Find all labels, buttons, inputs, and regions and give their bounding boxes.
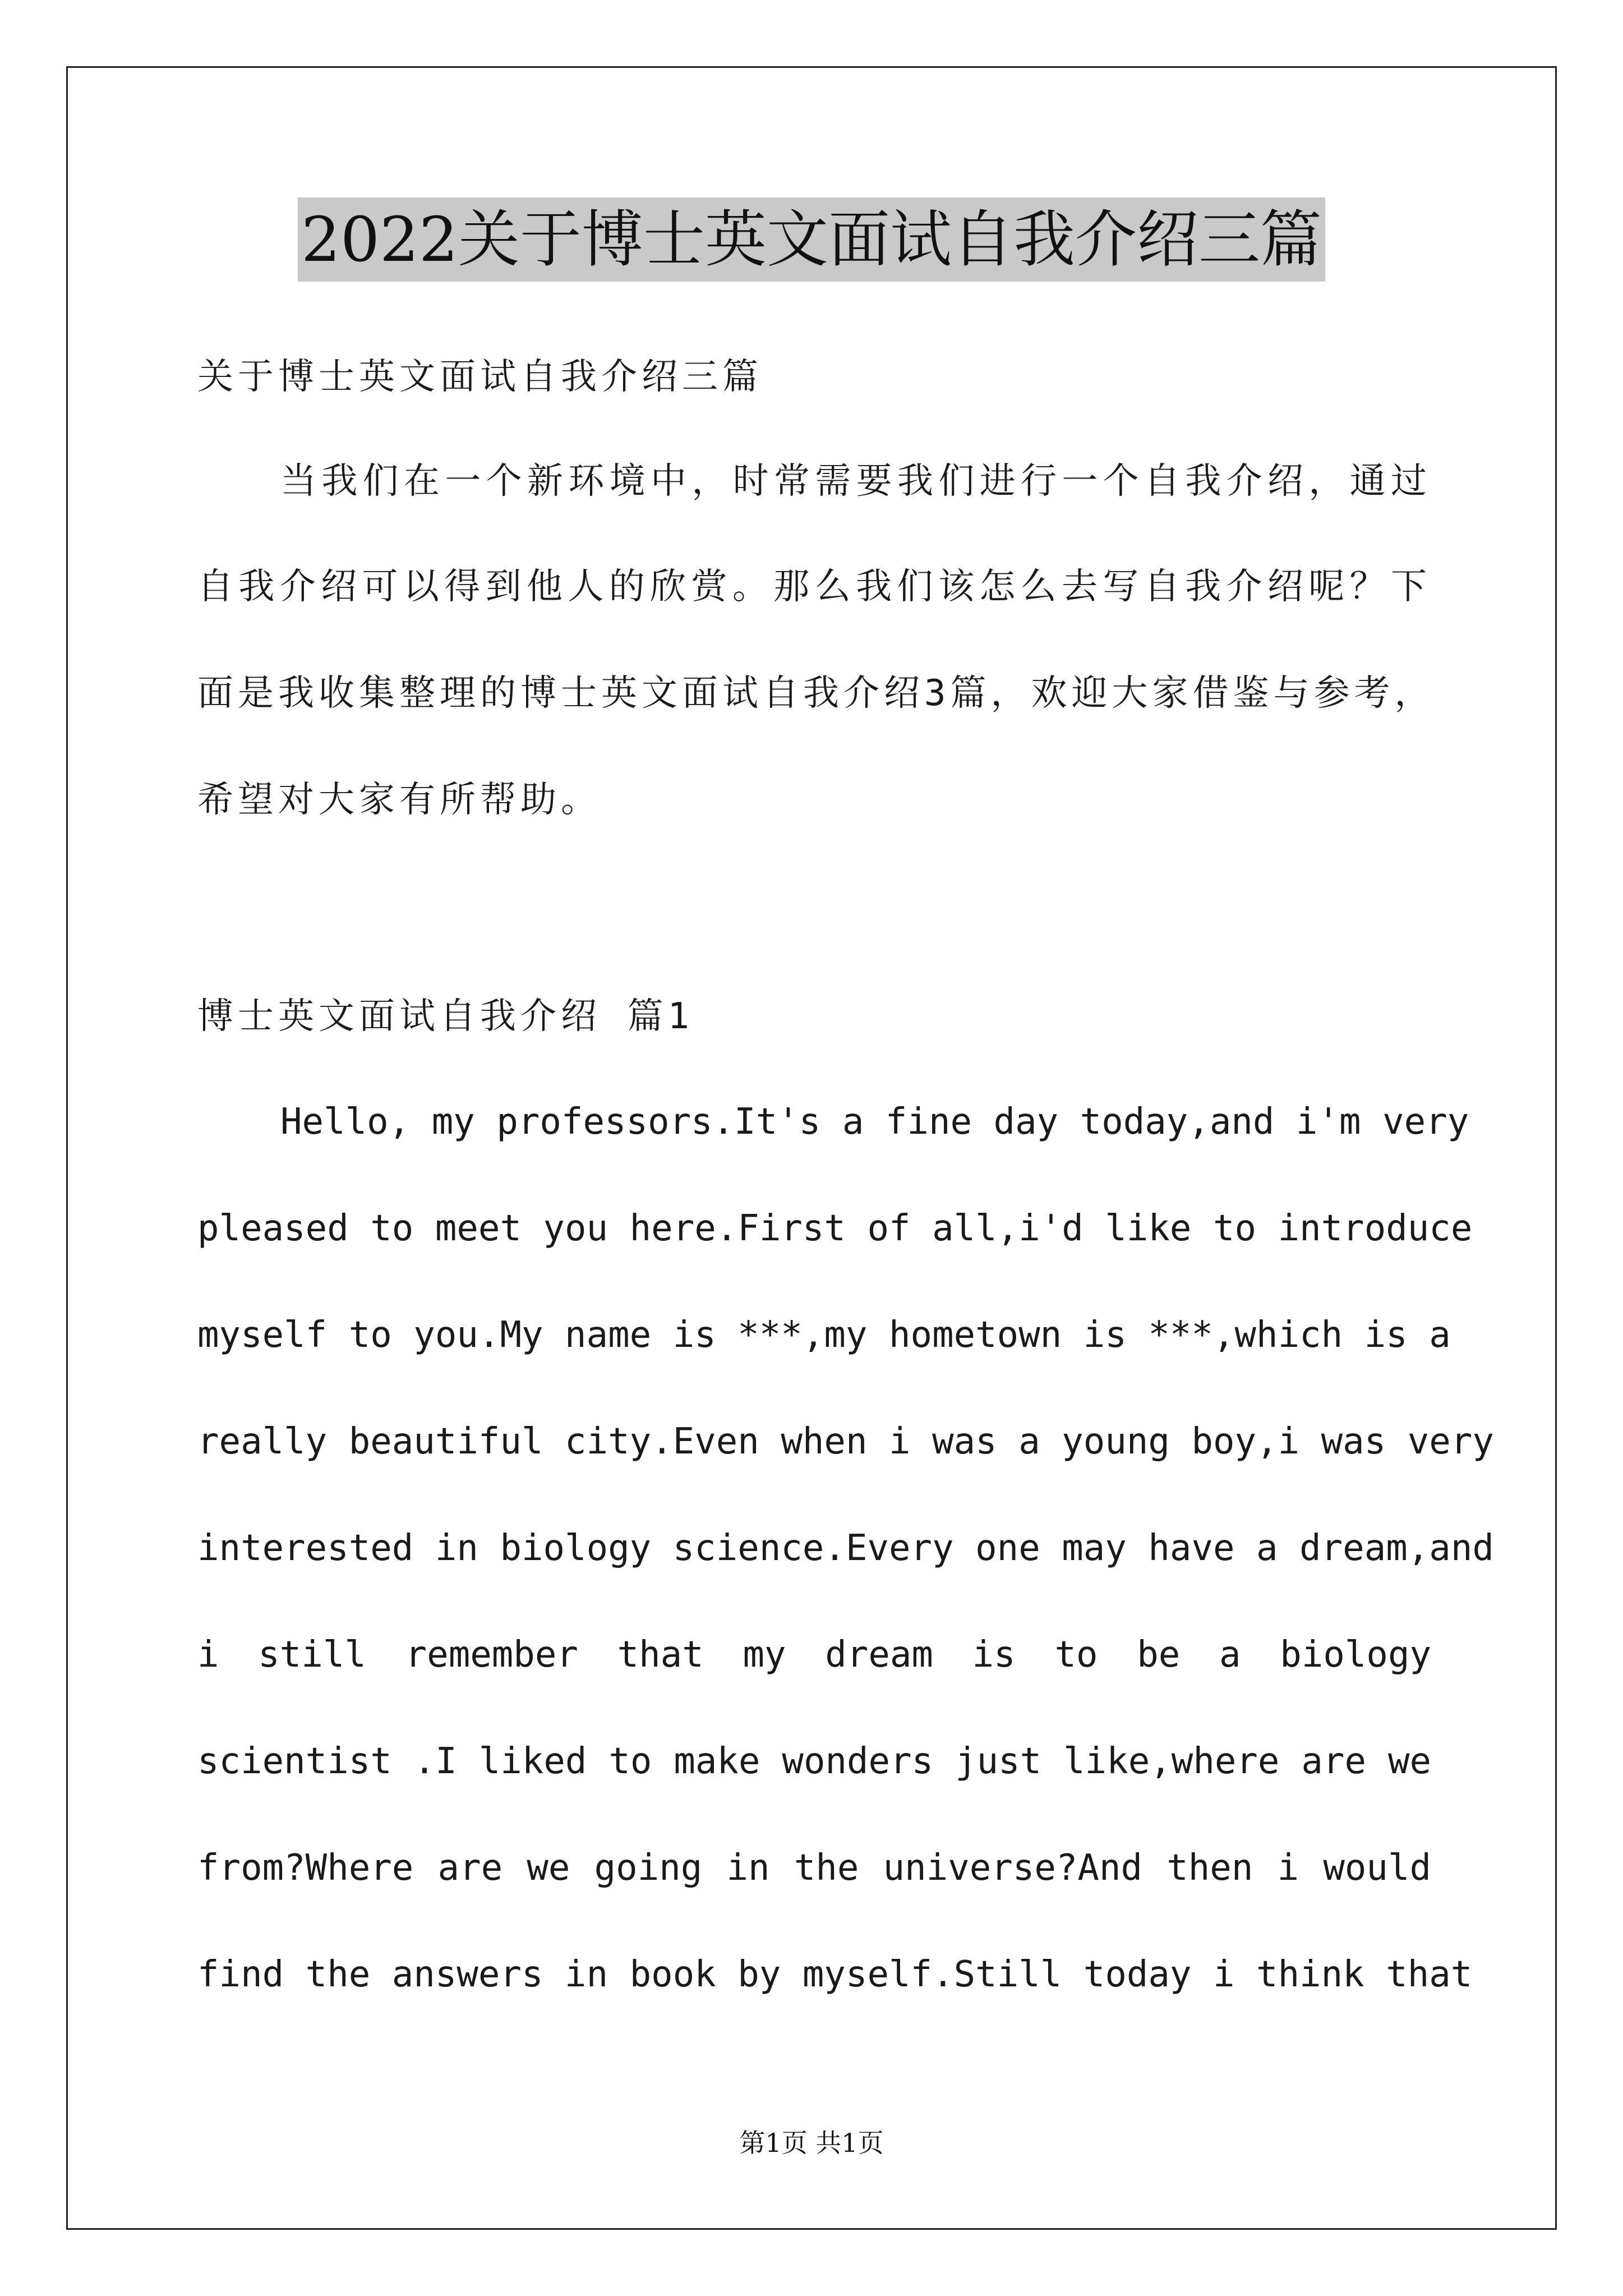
document-title: 2022关于博士英文面试自我介绍三篇 <box>298 197 1325 282</box>
body-line-4: really beautiful city.Even when i was a young boy,i was very <box>197 1421 1494 1462</box>
intro-line-2: 自我介绍可以得到他人的欣赏。那么我们该怎么去写自我介绍呢？下 <box>197 566 1431 608</box>
page-footer: 第1页 共1页 <box>739 2128 884 2158</box>
body-line-2: pleased to meet you here.First of all,i'd like to introduce <box>197 1208 1473 1249</box>
body-line-1: Hello, my professors.It's a fine day today,and i'm very <box>280 1101 1469 1143</box>
body-line-8: from?Where are we going in the universe?And then i would <box>197 1847 1431 1889</box>
intro-line-1: 当我们在一个新环境中，时常需要我们进行一个自我介绍，通过 <box>280 461 1431 502</box>
intro-line-3: 面是我收集整理的博士英文面试自我介绍3篇，欢迎大家借鉴与参考， <box>197 673 1435 714</box>
body-line-7: scientist .I liked to make wonders just like,where are we <box>197 1741 1431 1782</box>
body-line-3: myself to you.My name is ***,my hometown is ***,which is a <box>197 1314 1451 1356</box>
intro-line-4: 希望对大家有所帮助。 <box>197 779 601 821</box>
body-line-5: interested in biology science.Every one may have a dream,and <box>197 1527 1494 1569</box>
body-line-9: find the answers in book by myself.Still today i think that <box>197 1954 1473 1995</box>
title-container <box>0 197 1623 282</box>
section1-heading: 博士英文面试自我介绍 篇1 <box>197 996 694 1037</box>
body-line-6: i still remember that my dream is to be a biology <box>197 1634 1431 1676</box>
subtitle: 关于博士英文面试自我介绍三篇 <box>197 356 763 398</box>
